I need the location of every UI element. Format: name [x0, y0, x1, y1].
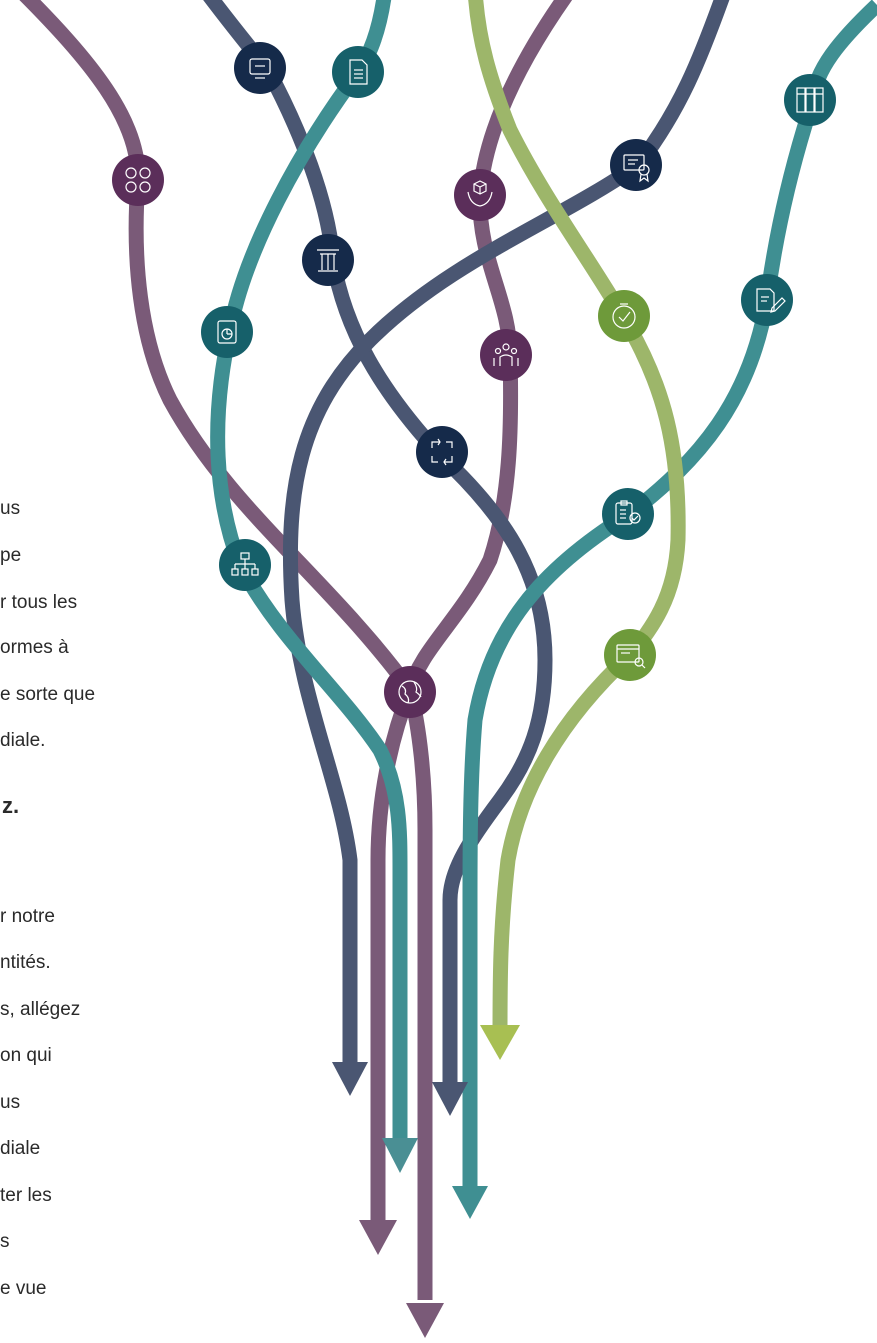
- paragraph-1-line-2: pe: [0, 545, 22, 566]
- currency-icon: [112, 154, 164, 206]
- column-icon: [302, 234, 354, 286]
- pie-chart-icon: [201, 306, 253, 358]
- document-icon: [332, 46, 384, 98]
- monitor-icon: [234, 42, 286, 94]
- paragraph-2-line-5: us: [0, 1092, 21, 1113]
- team-icon: [480, 329, 532, 381]
- certificate-icon: [610, 139, 662, 191]
- green-arrow: [480, 1025, 520, 1060]
- paragraph-2-line-1: r notre: [0, 906, 55, 927]
- paragraph-1-line-5: e sorte que: [0, 684, 96, 705]
- binders-icon: [784, 74, 836, 126]
- paragraph-2-line-6: diale: [0, 1138, 41, 1159]
- search-window-icon: [604, 629, 656, 681]
- org-chart-icon: [219, 539, 271, 591]
- paragraph-2-line-2: ntités.: [0, 952, 51, 973]
- sync-icon: [416, 426, 468, 478]
- box-hands-icon: [454, 169, 506, 221]
- paragraph-2-line-7: ter les: [0, 1185, 52, 1206]
- globe-icon: [384, 666, 436, 718]
- paragraph-2-line-4: on qui: [0, 1045, 52, 1066]
- paragraph-2-line-9: e vue: [0, 1278, 47, 1299]
- teal-arrow-2: [452, 1186, 488, 1219]
- section-heading: z.: [2, 793, 20, 818]
- clock-icon: [598, 290, 650, 342]
- paragraph-2-line-3: s, allégez: [0, 999, 81, 1020]
- paragraph-2-line-8: s: [0, 1231, 10, 1252]
- navy-arrow-1: [332, 1062, 368, 1096]
- purple-stream-long: [410, 690, 425, 1300]
- paragraph-1-line-6: diale.: [0, 730, 46, 751]
- paragraph-1-line-3: r tous les: [0, 592, 78, 613]
- checklist-icon: [602, 488, 654, 540]
- paragraph-1-line-1: us: [0, 498, 21, 519]
- teal-arrow-1: [382, 1138, 418, 1173]
- paragraph-1-line-4: ormes à: [0, 637, 69, 658]
- edit-document-icon: [741, 274, 793, 326]
- purple-arrow-short: [359, 1220, 397, 1255]
- purple-arrow-long: [406, 1303, 444, 1338]
